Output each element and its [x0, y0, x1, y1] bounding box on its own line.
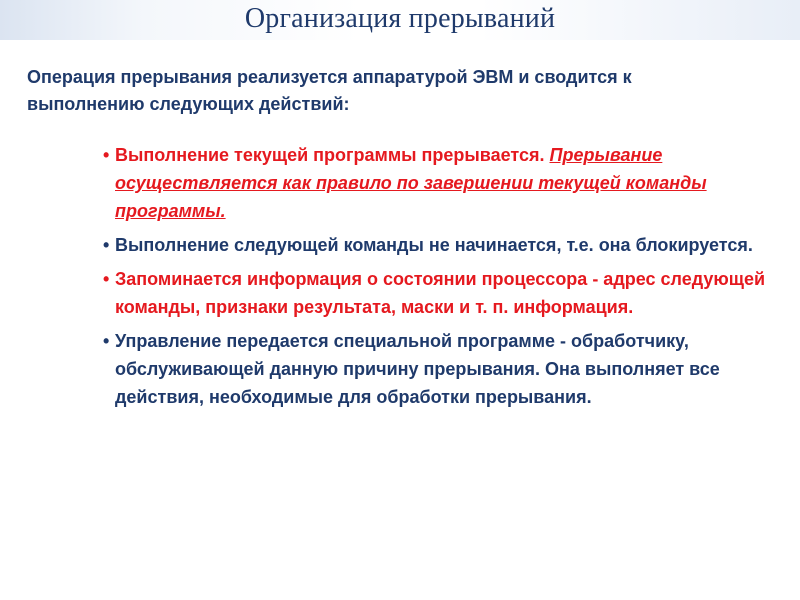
bullet-text: Выполнение следующей команды не начинается, т.е. она блокируется.	[115, 235, 753, 255]
bullet-dot: •	[103, 235, 110, 255]
bullet-item-4	[103, 327, 783, 411]
bullet-text: Запоминается информация о состоянии процессора - адрес следующей команды, признаки результата, маски и т. п. информация.	[115, 269, 766, 317]
bullet-text: Выполнение текущей программы прерывается.	[115, 145, 550, 165]
bullet-text: Управление передается специальной программе - обработчику, обслуживающей данную причину прерывания. Она выполняет все действия, необходимые для обработки прерывания.	[115, 331, 720, 407]
bullet-list	[103, 141, 783, 417]
bullet-item-3	[103, 265, 783, 321]
bullet-dot: •	[103, 269, 110, 289]
intro-paragraph: Операция прерывания реализуется аппаратурой ЭВМ и сводится к выполнению следующих действий:	[27, 67, 632, 114]
bullet-item-1	[103, 141, 783, 225]
bullet-dot: •	[103, 145, 110, 165]
bullet-item-2	[103, 231, 783, 259]
bullet-dot: •	[103, 331, 110, 351]
slide-title: Организация прерываний	[244, 3, 556, 34]
bullet-emphasis: Прерывание осуществляется как правило по завершении текущей команды программы.	[115, 145, 707, 221]
